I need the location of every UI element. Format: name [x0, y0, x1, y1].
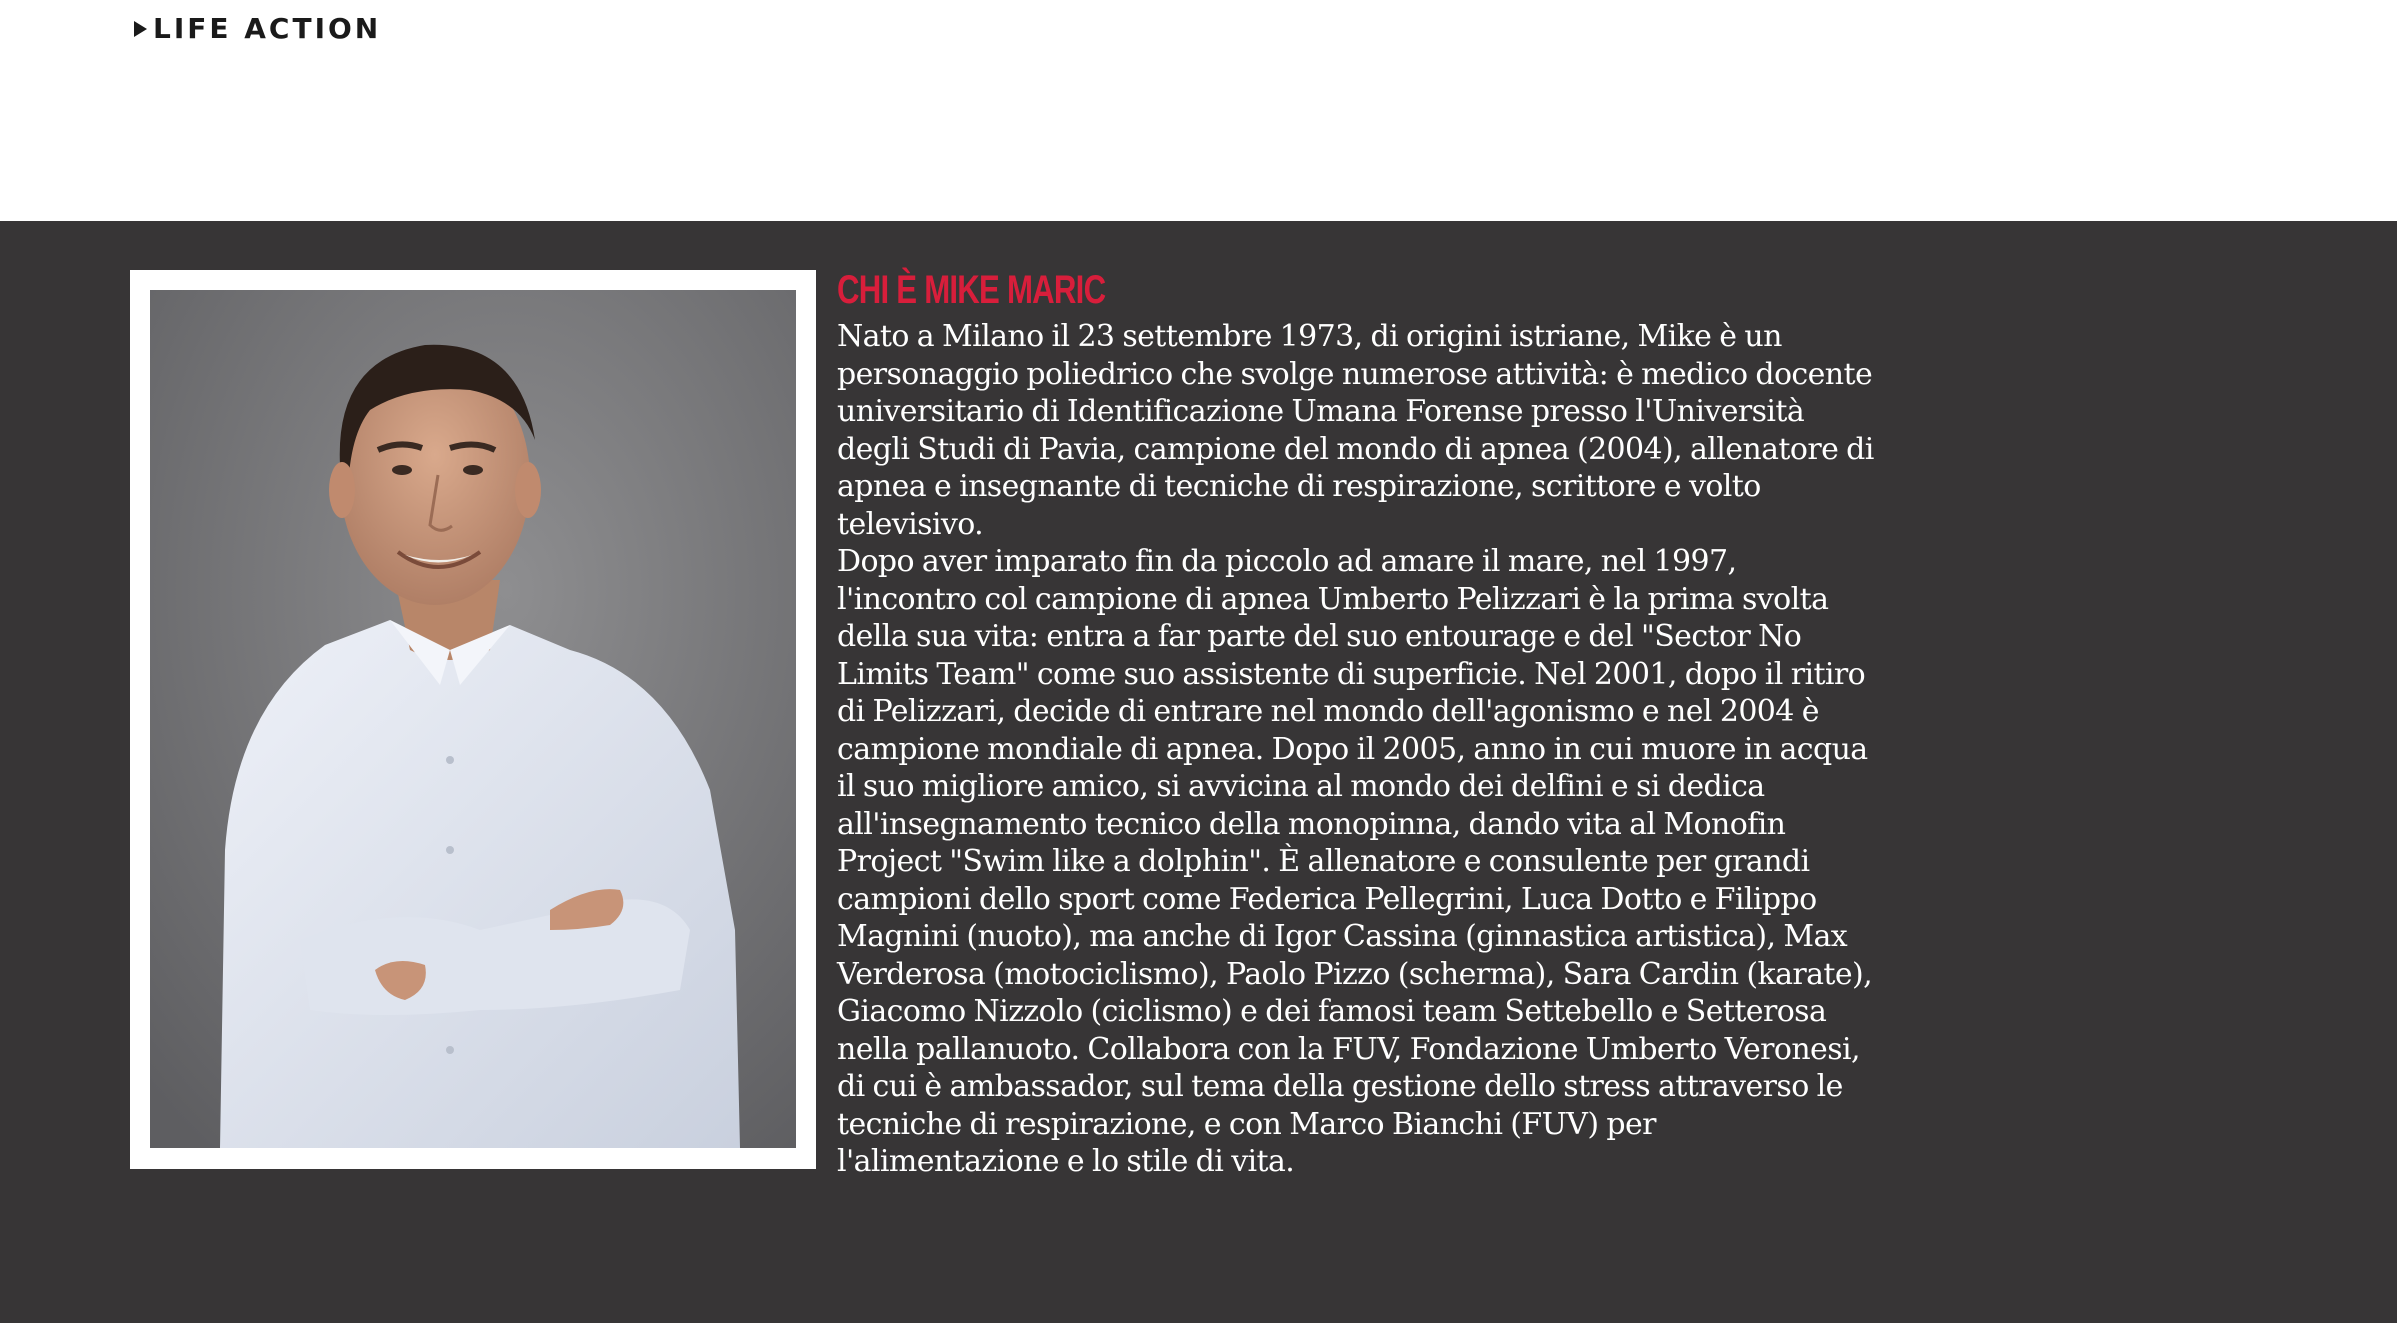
section-label [134, 12, 381, 45]
section-label-text: LIFE ACTION [153, 12, 382, 45]
profile-bio [837, 262, 1877, 1181]
bio-paragraph-2: Dopo aver imparato fin da piccolo ad amare il mare, nel 1997, l'incontro col campione di apnea Umberto Pelizzari è la prima svolta della sua vita: entra a far parte del suo entourage e del "Sector No Limits Team" come suo assistente di superficie. Nel 2001, dopo il ritiro di Pelizzari, decide di entrare nel mondo dell'agonismo e nel 2004 è campione mondiale di apnea. Dopo il 2005, anno in cui muore in acqua il suo migliore amico, si avvicina al mondo dei delfini e si dedica all'insegnamento tecnico della monopinna, dando vita al Monofin Project "Swim like a dolphin". È allenatore e consulente per grandi campioni dello sport come Federica Pellegrini, Luca Dotto e Filippo Magnini (nuoto), ma anche di Igor Cassina (ginnastica artistica), Max Verderosa (motociclismo), Paolo Pizzo (scherma), Sara Cardin (karate), Giacomo Nizzolo (ciclismo) e dei famosi team Settebello e Setterosa nella pallanuoto. Collabora con la FUV, Fondazione Umberto Veronesi, di cui è ambassador, sul tema della gestione dello stress attraverso le tecniche di respirazione, e con Marco Bianchi (FUV) per l'alimentazione e lo stile di vita. [837, 544, 1873, 1179]
portrait-frame [130, 270, 816, 1169]
play-triangle-icon [134, 21, 147, 37]
portrait-photo [150, 290, 796, 1148]
bio-paragraph-1: Nato a Milano il 23 settembre 1973, di origini istriane, Mike è un personaggio poliedrico che svolge numerose attività: è medico docente universitario di Identificazione Umana Forense presso l'Università degli Studi di Pavia, campione del mondo di apnea (2004), allenatore di apnea e insegnante di tecniche di respirazione, scrittore e volto televisivo. [837, 319, 1874, 542]
profile-title: CHI È MIKE MARIC [837, 268, 1106, 312]
